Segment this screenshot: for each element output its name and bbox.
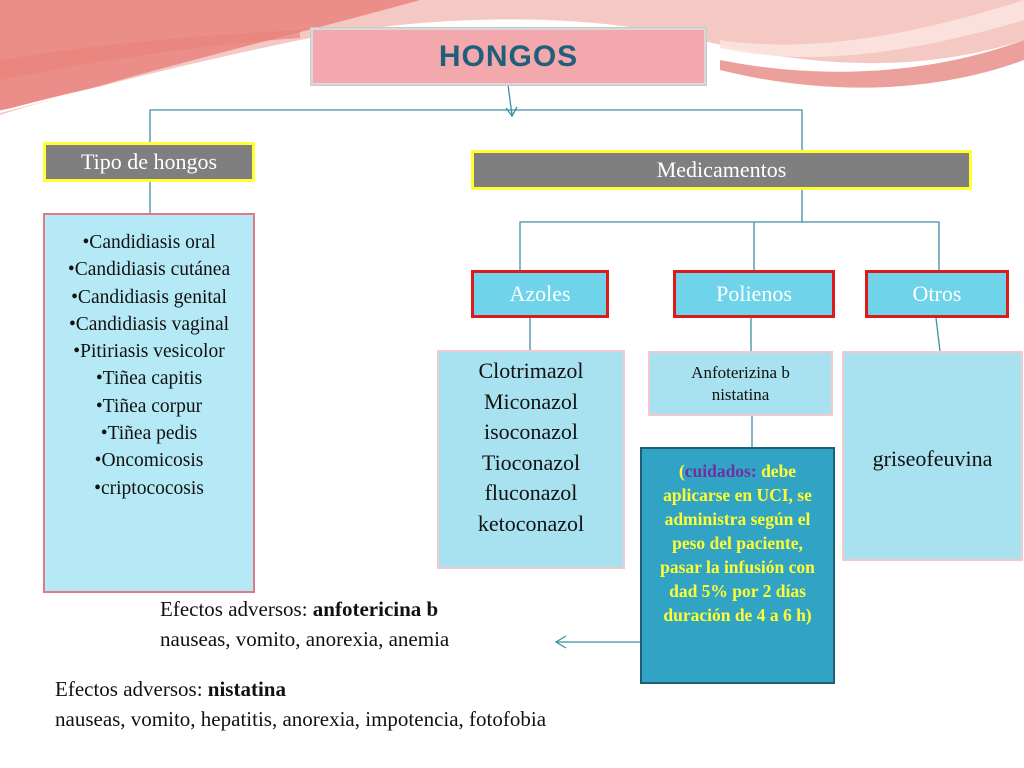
care-label: cuidados: [684,461,757,481]
list-item: •Candidiasis genital [71,286,227,308]
list-item: •Tiñea capitis [95,368,203,390]
fungi-type-list [43,213,255,593]
effects-prefix: Efectos adversos: [160,597,313,621]
effects-list: nauseas, vomito, anorexia, anemia [160,627,450,651]
polienos-drug-list [648,351,833,416]
drug-item: Tioconazol [481,449,581,475]
list-item: •Tiñea corpur [95,395,203,417]
branch-tipo-de-hongos: Tipo de hongos [43,142,255,182]
effects-nistatina [55,674,775,734]
list-item: •Candidiasis vaginal [68,313,230,335]
list-item: •Oncomicosis [94,450,204,472]
list-item: •criptococosis [94,477,204,499]
branch-medicamentos: Medicamentos [471,150,972,190]
effects-list: nauseas, vomito, hepatitis, anorexia, impotencia, fotofobia [55,707,547,731]
page-title: HONGOS [438,39,579,73]
drug-item: Clotrimazol [478,358,584,383]
care-note [640,447,835,684]
care-text: debe aplicarse en UCI, se administra según el peso del paciente, pasar la infusión con dad 5% por 2 días duración de 4 a 6 h) [660,461,815,625]
effects-anfotericina [160,594,600,654]
otros-drug: griseofeuvina [842,351,1023,561]
drug-item: fluconazol [484,480,578,505]
category-polienos: Polienos [673,270,835,318]
drug-item: Anfoterizina b [691,363,790,382]
effects-drug: nistatina [207,677,286,701]
drug-item: isoconazol [483,419,579,444]
list-item: •Tiñea pedis [100,423,198,445]
drug-item: nistatina [711,385,770,404]
effects-drug: anfotericina b [312,597,439,621]
list-item: •Candidiasis oral [82,232,216,253]
list-item: •Pitiriasis vesicolor [73,341,225,363]
drug-item: Miconazol [483,388,579,414]
list-item: •Candidiasis cutánea [67,259,231,281]
category-otros: Otros [865,270,1009,318]
azoles-drug-list [437,350,625,569]
title-box [311,28,706,85]
effects-prefix: Efectos adversos: [55,677,208,701]
category-azoles: Azoles [471,270,609,318]
drug-item: ketoconazol [477,510,585,536]
care-open: ( [678,461,685,481]
